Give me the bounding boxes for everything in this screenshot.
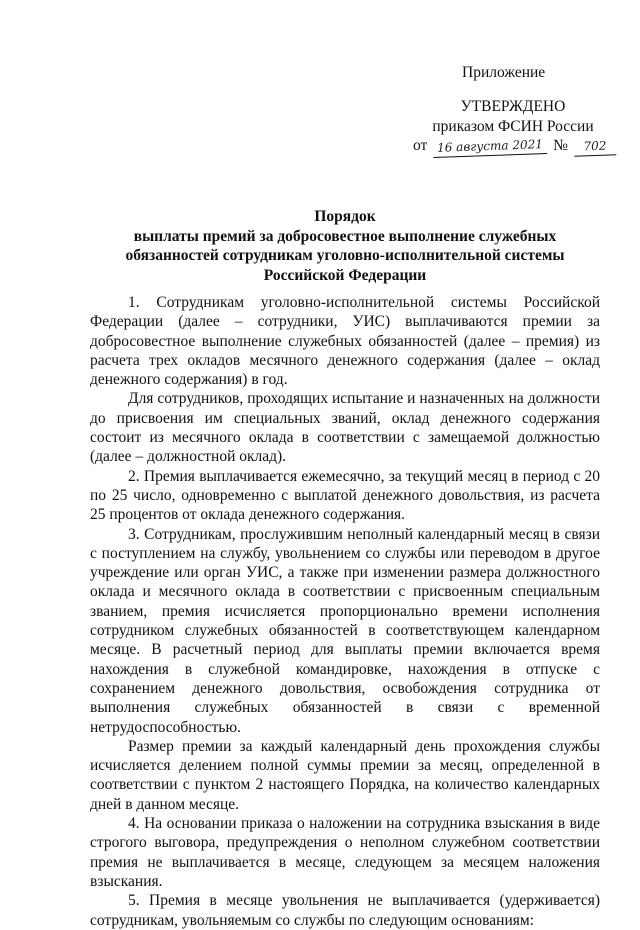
document-title [90, 207, 600, 285]
handwritten-number: 702 [573, 136, 616, 156]
number-label: № [553, 137, 568, 154]
order-by-label: приказом ФСИН России [432, 118, 594, 135]
paragraph-3: 2. Премия выплачивается ежемесячно, за текущий месяц в период с 20 по 25 число, одновременно с выплатой денежного довольствия, из расчета 25 процентов от оклада денежного содержания. [90, 467, 600, 524]
order-date-line [413, 137, 618, 156]
paragraph-6: 4. На основании приказа о наложении на сотрудника взыскания в виде строгого выговора, предупреждения о неполном служебном соответствии премия не выплачивается в месяце, следующем за месяцем наложения взыскания. [90, 815, 600, 890]
approved-label: УТВЕРЖДЕНО [460, 98, 566, 115]
paragraph-2: Для сотрудников, проходящих испытание и назначенных на должности до присвоения им специальных званий, оклад денежного содержания состоит из месячного оклада в соответствии с замещаемой должностью (далее – должностной оклад). [90, 390, 600, 466]
paragraph-1: 1. Сотрудникам уголовно-исполнительной системы Российской Федерации (далее – сотрудники, УИС) выплачиваются премии за добросовестное выполнение служебных обязанностей (далее – премия) из расчета трех окладов месячного денежного содержания (далее – оклад денежного содержания) в год. [90, 294, 600, 389]
paragraph-4: 3. Сотрудникам, прослужившим неполный календарный месяц в связи с поступлением на службу, увольнением со службы или переводом в другое учреждение или орган УИС, а также при изменении размера должностного оклада и месячного оклада в соответствии с присвоенным специальным званием, премия исчисляется пропорционально времени исполнения сотрудником служебных обязанностей в соответствующем календарном месяце. В расчетный период для выплаты премии включается время нахождения в служебной командировке, нахождения в отпуске с сохранением денежного довольствия, освобождения сотрудника от выполнения служебных обязанностей в связи с временной нетрудоспособностью. [90, 525, 600, 736]
document-body [90, 293, 600, 930]
paragraph-7: 5. Премия в месяце увольнения не выплачивается (удерживается) сотрудникам, увольняемым со службы по следующим основаниям: [90, 892, 600, 929]
title-line-2: выплаты премий за добросовестное выполнение служебных [133, 227, 557, 245]
paragraph-5: Размер премии за каждый календарный день прохождения службы исчисляется делением полной суммы премии за месяц, определенной в соответствии с пунктом 2 настоящего Порядка, на количество календарных дней в данном месяце. [90, 737, 600, 813]
title-line-1: Порядок [314, 208, 376, 225]
handwritten-date: 16 августа 2021 [433, 135, 548, 158]
from-label: от [413, 137, 428, 154]
title-line-4: Российской Федерации [263, 266, 427, 284]
title-line-3: обязанностей сотрудникам уголовно-исполнительной системы [125, 247, 565, 264]
appendix-label: Приложение [462, 64, 546, 81]
